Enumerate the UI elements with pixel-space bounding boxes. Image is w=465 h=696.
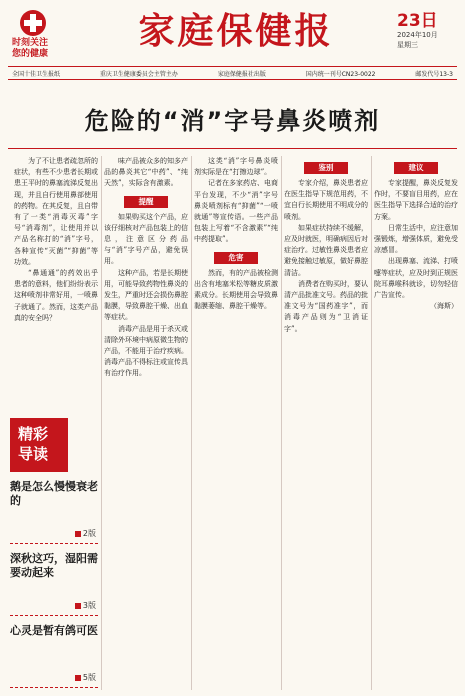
paragraph: 如果购买这个产品，应该仔细核对产品包装上的信息，注意区分药品与“消”字号产品，避免误用。 — [104, 212, 188, 266]
paragraph: 专家提醒，鼻炎反复发作时，不要盲目用药，应在医生指导下选择合适的治疗方案。 — [374, 179, 458, 221]
article-column-4 — [284, 156, 368, 686]
red-pill-logo-icon — [16, 8, 50, 38]
bullet-icon — [75, 675, 81, 681]
bullet-icon — [75, 531, 81, 537]
guide-title — [10, 418, 68, 472]
article-signoff: （海斯） — [430, 302, 458, 311]
pub-item: 全国十佳卫生报纸 — [12, 70, 61, 78]
guide-item[interactable] — [10, 616, 98, 688]
slogan — [12, 38, 72, 60]
guide-title-line2: 导读 — [18, 445, 49, 463]
column-divider — [101, 156, 102, 690]
newspaper-title: 家庭保健报 — [138, 10, 334, 52]
paragraph: 记者在多家药店、电商平台发现，不少“消”字号鼻炎喷剂标有“抑菌”“一喷就通”等宣传语。一些产品包装上写着“不含激素”“纯中药提取”。 — [194, 179, 278, 244]
guide-item-page: 5版 — [75, 672, 96, 683]
paragraph: 为了不让患者疏忽所的症状，有些不少患者长期或患王平时的鼻塞流涕反复出现，并且自行使用鼻部使用的药物。在其反复，且自带有了一类“消毒灭毒”字号“消毒剂”，让使用并以产品名称打的“消”字号，各种宣传“灭菌”“抑菌”等功效。 — [14, 157, 98, 266]
paragraph: 消费者在购买时，要认清产品批准文号。药品的批准文号为“国药准字”，而消毒产品则为“卫消证字”。 — [284, 279, 368, 333]
guide-item-page: 3版 — [75, 600, 96, 611]
paragraph: 专家介绍，鼻炎患者应在医生指导下规范用药，不宜自行长期使用不明成分的喷剂。 — [284, 179, 368, 221]
pub-item: 家庭保健报社出版 — [217, 70, 266, 78]
section-subhead: 危害 — [214, 252, 258, 264]
paragraph: 味产品被众多的知多产品的鼻炎其它“中药”、“纯天然”，实际含有激素。 — [104, 157, 188, 188]
guide-item[interactable] — [10, 544, 98, 616]
headline — [8, 92, 457, 144]
guide-item[interactable] — [10, 472, 98, 544]
column-divider — [191, 156, 192, 690]
column-divider — [371, 156, 372, 690]
guide-item-title: 心灵是暂有鸽可医 — [10, 624, 98, 637]
paragraph: 这类“消”字号鼻炎喷剂实际是在“打擦边球”。 — [194, 157, 278, 177]
column-divider — [281, 156, 282, 690]
article-column-3 — [194, 156, 278, 686]
paragraph: 如果症状持续不缓解，应及时就医，明确病因后对症治疗。过敏性鼻炎患者应避免接触过敏原，做好鼻腔清洁。 — [284, 223, 368, 277]
date-weekday: 星期三 — [397, 41, 418, 49]
paragraph: 日常生活中，应注意加强锻炼，增强体质，避免受凉感冒。 — [374, 223, 458, 255]
paragraph: 这种产品，若是长期使用，可能导致药物性鼻炎的发生，严重时还会损伤鼻腔黏膜，导致鼻腔干燥、出血等症状。 — [104, 268, 188, 322]
guide-title-line1: 精彩 — [18, 425, 49, 443]
section-subhead: 鉴别 — [304, 162, 348, 174]
slogan-line2: 您的健康 — [12, 49, 49, 59]
guide-item-title: 鹅是怎么慢慢衰老的 — [10, 480, 98, 507]
section-subhead: 建议 — [394, 162, 438, 174]
headline-text: 危险的“消”字号鼻炎喷剂 — [84, 106, 381, 135]
paragraph: 出现鼻塞、流涕、打喷嚏等症状，应及时到正规医院耳鼻喉科就诊，切勿轻信广告宣传。 — [374, 257, 458, 300]
pub-item: 国内统一刊号CN23-0022 — [305, 70, 376, 78]
publication-info-bar — [8, 66, 457, 80]
article-column-1 — [14, 156, 98, 412]
article-column-2 — [104, 156, 188, 686]
logo-block — [10, 8, 68, 62]
date-year-month: 2024年10月 — [397, 31, 438, 39]
paragraph: 消毒产品是用于杀灭或清除外环境中病原微生物的产品，不能用于治疗疾病。消毒产品不得标注或宣传具有治疗作用。 — [104, 324, 188, 378]
pub-item: 重庆卫生健康委员会主管主办 — [99, 70, 178, 78]
masthead — [0, 0, 465, 86]
guide-item-page: 2版 — [75, 528, 96, 539]
paragraph: “鼻通通”的药效出乎患者的意料，他们纷纷表示这种喷剂非常好用，一喷鼻子就通了。然而，这类产品真的安全吗？ — [14, 269, 98, 322]
article-column-5 — [374, 156, 458, 686]
guide-item-title: 深秋这巧，湿阳需要动起来 — [10, 552, 98, 579]
headline-divider — [8, 148, 457, 149]
issue-date — [397, 12, 453, 50]
bullet-icon — [75, 603, 81, 609]
pub-item: 邮发代号13-3 — [415, 70, 453, 78]
featured-guide — [10, 418, 98, 690]
date-day: 23日 — [397, 11, 438, 31]
paragraph: 然而，有的产品被检测出含有地塞米松等糖皮质激素成分。长期使用会导致鼻黏膜萎缩、鼻腔干燥等。 — [194, 268, 278, 311]
section-subhead: 提醒 — [124, 196, 168, 208]
slogan-line1: 时刻关注 — [12, 38, 49, 48]
